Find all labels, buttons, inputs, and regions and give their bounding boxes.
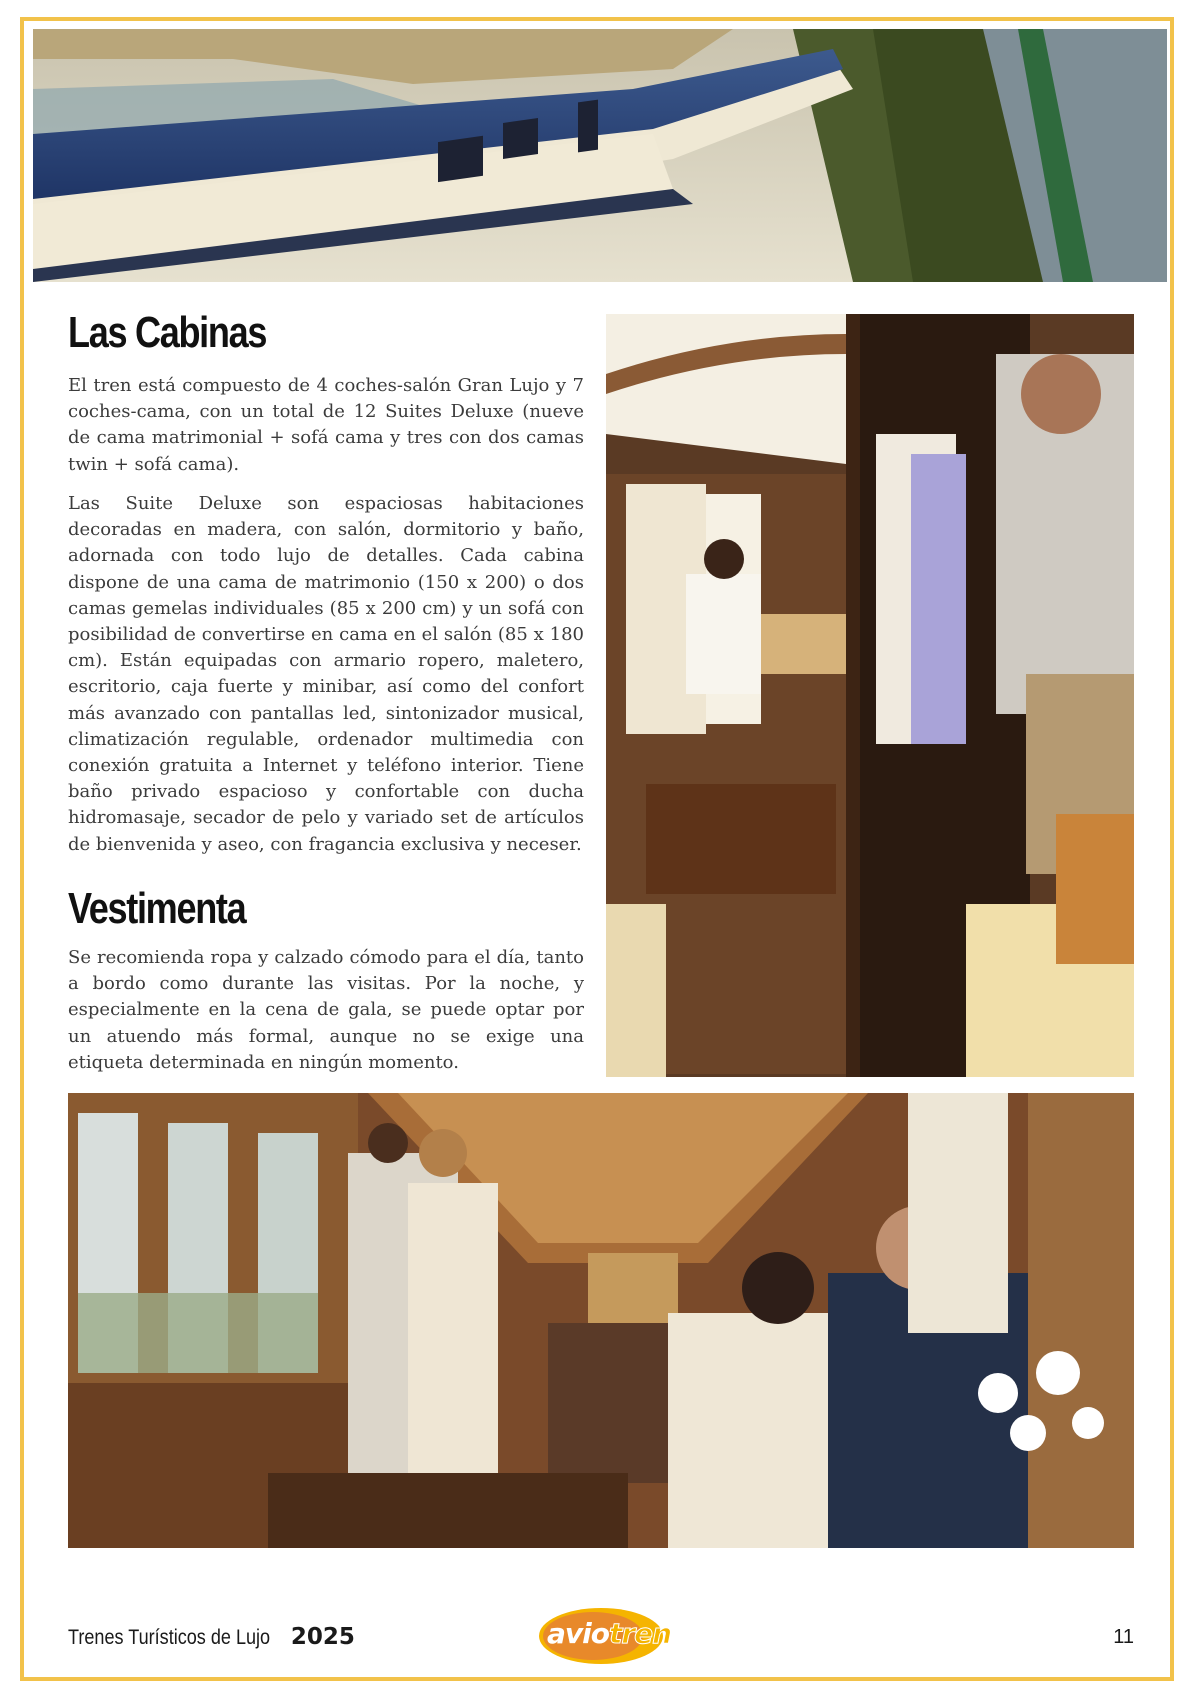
aviotren-logo bbox=[537, 1600, 672, 1666]
logo-part-tren: tren bbox=[608, 1617, 672, 1650]
lounge-car-photo bbox=[68, 1093, 1134, 1548]
logo-part-avio: avio bbox=[547, 1617, 609, 1650]
cabin-interior-photo bbox=[606, 314, 1134, 1077]
page-number: 11 bbox=[1113, 1626, 1134, 1648]
logo-wordmark bbox=[547, 1617, 671, 1650]
train-coast-photo bbox=[33, 29, 1167, 282]
cabinas-paragraph-1: El tren está compuesto de 4 coches-salón Gran Lujo y 7 coches-cama, con un total de 12 Suites Deluxe (nueve de cama matrimonial + sofá cama y tres con dos camas twin + sofá cama). bbox=[68, 375, 584, 475]
section-title-vestimenta: Vestimenta bbox=[68, 884, 246, 933]
section-title-las-cabinas: Las Cabinas bbox=[68, 308, 267, 357]
footer-publication bbox=[68, 1624, 355, 1650]
publication-year: 2025 bbox=[290, 1624, 355, 1650]
cabinas-paragraph-2: Las Suite Deluxe son espaciosas habitaciones decoradas en madera, con salón, dormitorio y baño, adornada con todo lujo de detalles. Cada cabina dispone de una cama de matrimonio (150 x 200) o dos camas gemelas individuales (85 x 200 cm) y un sofá con posibilidad de convertirse en cama en el salón (85 x 180 cm). Están equipadas con armario ropero, maletero, escritorio, caja fuerte y minibar, así como del confort más avanzado con pantallas led, sintonizador musical, climatización regulable, ordenador multimedia con conexión gratuita a Internet y teléfono interior. Tiene baño privado espacioso y confortable con ducha hidromasaje, secador de pelo y variado set de artículos de bienvenida y aseo, con fragancia exclusiva y neceser. bbox=[68, 493, 584, 855]
publication-title: Trenes Turísticos de Lujo bbox=[68, 1626, 271, 1649]
vestimenta-paragraph: Se recomienda ropa y calzado cómodo para el día, tanto a bordo como durante las visitas. Por la noche, y especialmente en la cena de gala, se puede optar por un atuendo más formal, aunque no se exige una etiqueta determinada en ningún momento. bbox=[68, 947, 584, 1073]
